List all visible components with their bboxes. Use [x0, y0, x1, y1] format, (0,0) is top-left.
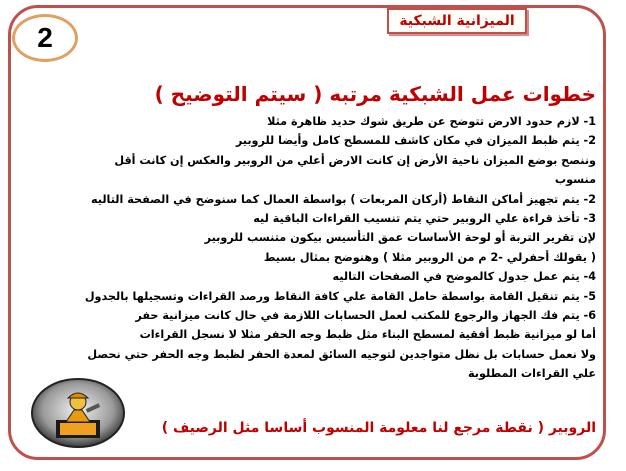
topic-title-box — [387, 8, 527, 34]
page-number: 2 — [37, 22, 53, 53]
step-line: وننصح بوضع الميزان ناحية الأرض إن كانت الارض أعلي من الروبير والعكس إن كانت أقل — [114, 153, 596, 167]
topic-title: الميزانية الشبكية — [399, 13, 515, 29]
step-line: 6- يتم فك الجهاز والرجوع للمكتب لعمل الحسابات اللازمة في حال كانت ميزانية حفر — [135, 309, 596, 323]
step-line: 5- يتم تنقيل القامة بواسطة حامل القامة علي كافة النقاط ورصد القراءات وتسجيلها بالجدول — [84, 289, 596, 303]
worker-logo-icon — [30, 376, 126, 450]
step-line: 2- يتم ظبط الميزان في مكان كاشف للمسطح كامل وأيضا للروبير — [235, 134, 596, 148]
steps-list — [18, 112, 596, 384]
step-line: لإن تقرير التربة أو لوحة الأساسات عمق التأسيس بيكون متنسب للروبير — [204, 231, 596, 245]
footer-note: الروبير ( نقطة مرجع لنا معلومة المنسوب أساسا مثل الرصيف ) — [161, 420, 596, 436]
step-line: 2- يتم تجهيز أماكن النقاط (أركان المربعات ) بواسطة العمال كما سنوضح في الصفحة التاليه — [90, 192, 596, 206]
step-line: ( يقولك أحفرلي -2 م من الروبير مثلا ) وهنوضح بمثال بسيط — [263, 250, 596, 264]
step-line: 4- يتم عمل جدول كالموضح في الصفحات التاليه — [332, 270, 596, 284]
page-number-badge — [12, 14, 78, 62]
step-line: أما لو ميزانية ظبط أفقية لمسطح البناء مثل ظبط وجه الحفر مثلا لا نسجل القراءات — [139, 328, 596, 342]
step-line: 1- لازم حدود الارض تتوضح عن طريق شوك حديد ظاهرة مثلا — [267, 115, 596, 128]
section-heading: خطوات عمل الشبكية مرتبه ( سيتم التوضيح ) — [154, 82, 596, 106]
step-line: ولا نعمل حسابات بل نظل متواجدين لتوجيه السائق لمعدة الحفر لظبط وجه الحفر حتي نحصل — [87, 347, 596, 361]
step-line: منسوب — [554, 173, 596, 187]
step-line: 3- تأخذ قراءة علي الروبير حتي يتم تنسيب القراءات الباقية ليه — [253, 212, 596, 226]
step-line: علي القراءات المطلوبة — [468, 367, 596, 381]
